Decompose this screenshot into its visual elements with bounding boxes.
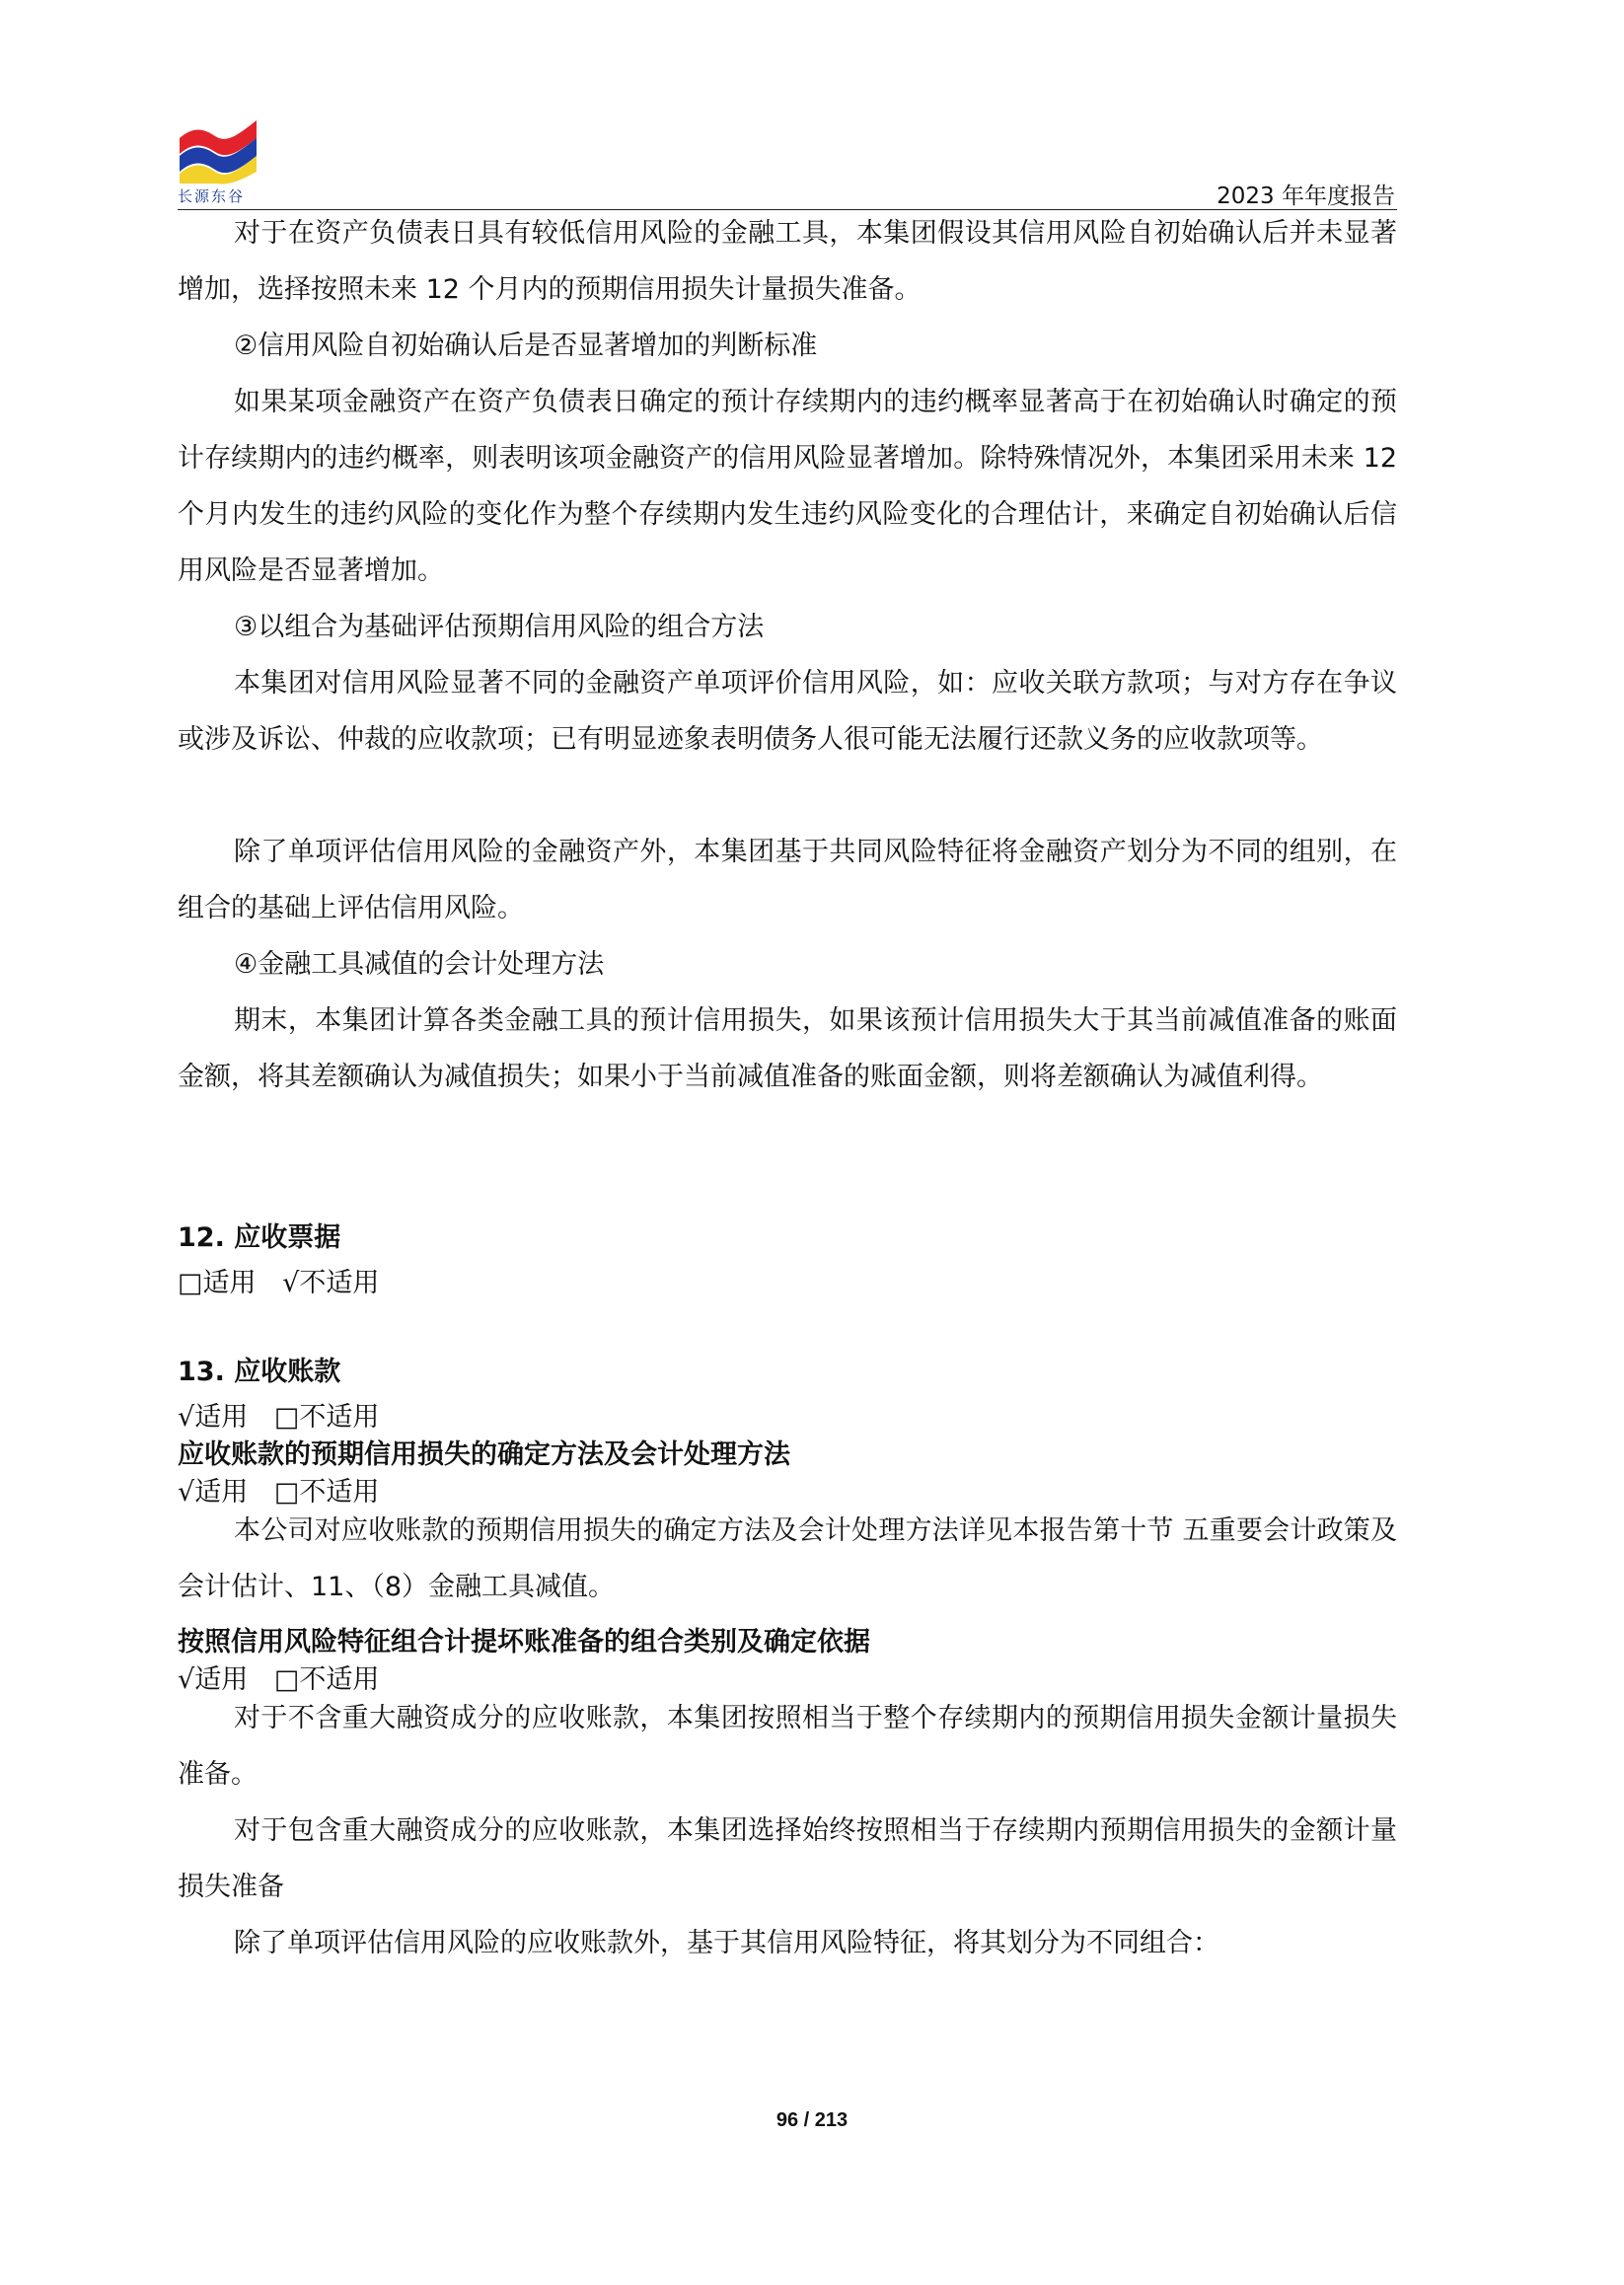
option-applicable: √适用 [178,1664,249,1695]
logo-text: 长源东谷 [178,187,246,205]
paragraph-ecl-method: 本公司对应收账款的预期信用损失的确定方法及会计处理方法详见本报告第十节 五重要会计政策及会计估计、11、（8）金融工具减值。 [178,1515,1397,1602]
section-13-title: 13. 应收账款 [178,1357,341,1387]
option-not-applicable: √不适用 [282,1268,380,1298]
section-12-title: 12. 应收票据 [178,1222,341,1253]
paragraph-impairment-accounting: 期末，本集团计算各类金融工具的预计信用损失，如果该预计信用损失大于其当前减值准备的账面金额，将其差额确认为减值损失；如果小于当前减值准备的账面金额，则将差额确认为减值利得。 [178,1005,1397,1092]
section-13-options [178,1399,387,1437]
paragraph-low-risk: 对于在资产负债表日具有较低信用风险的金融工具，本集团假设其信用风险自初始确认后并未显著增加，选择按照未来 12 个月内的预期信用损失计量损失准备。 [178,218,1397,305]
subsection-credit-risk-groups-title: 按照信用风险特征组合计提坏账准备的组合类别及确定依据 [178,1627,870,1658]
section-12-options [178,1265,387,1302]
subsection-ecl-method-title: 应收账款的预期信用损失的确定方法及会计处理方法 [178,1439,790,1470]
paragraph-significant-increase: 如果某项金融资产在资产负债表日确定的预计存续期内的违约概率显著高于在初始确认时确定的预计存续期内的违约概率，则表明该项金融资产的信用风险显著增加。除特殊情况外，本集团采用未来 12 个月内发生的违约风险的变化作为整个存续期内发生违约风险变化的合理估计，来确定自初始确认后信用风险是否显著增加。 [178,387,1397,586]
paragraph-financing-component: 对于包含重大融资成分的应收账款，本集团选择始终按照相当于存续期内预期信用损失的金额计量损失准备 [178,1815,1397,1902]
heading-impairment-accounting: ④金融工具减值的会计处理方法 [234,949,605,980]
paragraph-grouping: 除了单项评估信用风险的应收账款外，基于其信用风险特征，将其划分为不同组合： [234,1928,1219,1958]
company-logo [178,116,260,185]
heading-portfolio-method: ③以组合为基础评估预期信用风险的组合方法 [234,612,765,642]
heading-significant-increase: ②信用风险自初始确认后是否显著增加的判断标准 [234,331,818,361]
option-not-applicable: □不适用 [273,1402,380,1433]
option-applicable: □适用 [178,1268,257,1298]
option-not-applicable: □不适用 [273,1664,380,1695]
option-applicable: √适用 [178,1477,249,1508]
option-not-applicable: □不适用 [273,1477,380,1508]
paragraph-group-assessment: 除了单项评估信用风险的金融资产外，本集团基于共同风险特征将金融资产划分为不同的组别，在组合的基础上评估信用风险。 [178,837,1397,923]
report-title: 2023 年年度报告 [1217,184,1395,209]
page-number: 96 / 213 [775,2109,849,2131]
paragraph-portfolio-method: 本集团对信用风险显著不同的金融资产单项评价信用风险，如：应收关联方款项；与对方存在争议或涉及诉讼、仲裁的应收款项；已有明显迹象表明债务人很可能无法履行还款义务的应收款项等。 [178,668,1397,755]
paragraph-no-financing-component: 对于不含重大融资成分的应收账款，本集团按照相当于整个存续期内的预期信用损失金额计量损失准备。 [178,1703,1397,1790]
option-applicable: √适用 [178,1402,249,1433]
